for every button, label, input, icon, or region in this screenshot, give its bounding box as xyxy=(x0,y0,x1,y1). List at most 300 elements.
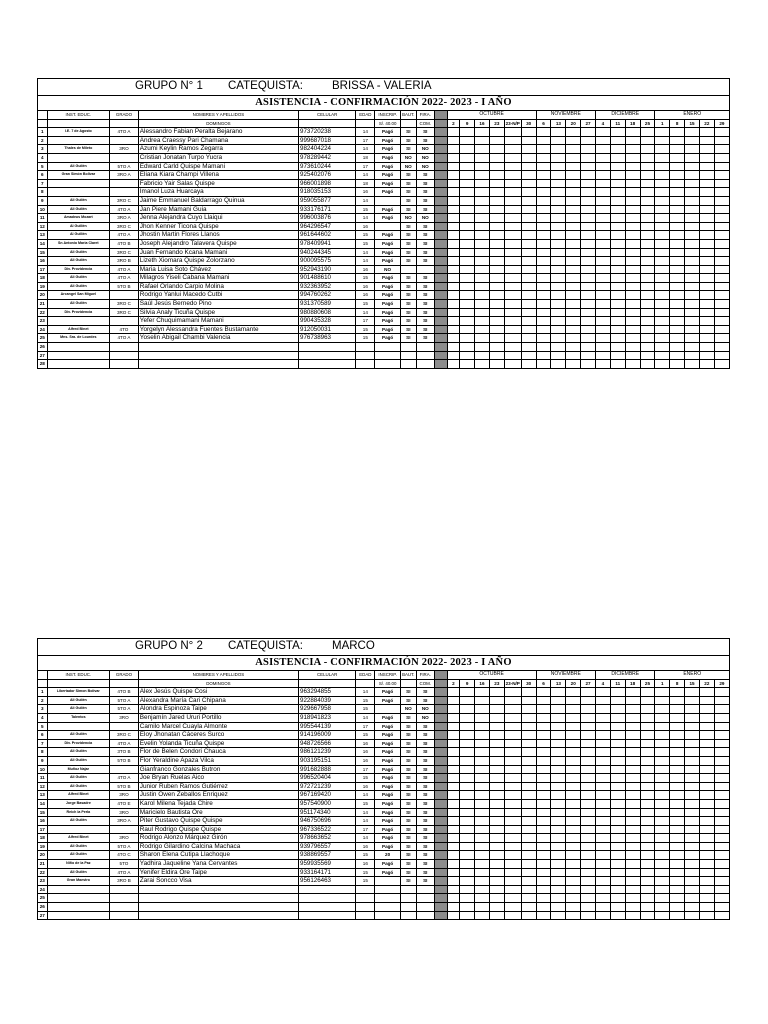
attendance-cell[interactable] xyxy=(521,334,536,343)
attendance-cell[interactable] xyxy=(460,817,475,826)
attendance-cell[interactable] xyxy=(489,842,504,851)
attendance-cell[interactable] xyxy=(551,179,566,188)
attendance-cell[interactable] xyxy=(521,713,536,722)
attendance-cell[interactable] xyxy=(596,696,611,705)
attendance-cell[interactable] xyxy=(504,877,521,886)
attendance-cell[interactable] xyxy=(551,128,566,137)
attendance-cell[interactable] xyxy=(699,136,714,145)
attendance-cell[interactable] xyxy=(521,791,536,800)
attendance-cell[interactable] xyxy=(447,188,460,197)
attendance-cell[interactable] xyxy=(566,851,581,860)
attendance-cell[interactable] xyxy=(566,713,581,722)
attendance-cell[interactable] xyxy=(566,239,581,248)
attendance-cell[interactable] xyxy=(489,214,504,223)
attendance-cell[interactable] xyxy=(447,274,460,283)
attendance-cell[interactable] xyxy=(685,782,700,791)
attendance-cell[interactable] xyxy=(581,731,596,740)
attendance-cell[interactable] xyxy=(610,765,625,774)
attendance-cell[interactable] xyxy=(521,162,536,171)
attendance-cell[interactable] xyxy=(475,128,490,137)
attendance-cell[interactable] xyxy=(536,868,551,877)
attendance-cell[interactable] xyxy=(640,765,655,774)
attendance-cell[interactable] xyxy=(625,265,640,274)
attendance-cell[interactable] xyxy=(625,885,640,894)
attendance-cell[interactable] xyxy=(475,868,490,877)
attendance-cell[interactable] xyxy=(596,300,611,309)
attendance-cell[interactable] xyxy=(551,282,566,291)
attendance-cell[interactable] xyxy=(475,765,490,774)
attendance-cell[interactable] xyxy=(521,214,536,223)
attendance-cell[interactable] xyxy=(566,765,581,774)
attendance-cell[interactable] xyxy=(625,868,640,877)
attendance-cell[interactable] xyxy=(640,705,655,714)
attendance-cell[interactable] xyxy=(655,885,670,894)
attendance-cell[interactable] xyxy=(460,868,475,877)
attendance-cell[interactable] xyxy=(536,171,551,180)
attendance-cell[interactable] xyxy=(536,291,551,300)
attendance-cell[interactable] xyxy=(566,705,581,714)
attendance-cell[interactable] xyxy=(475,308,490,317)
attendance-cell[interactable] xyxy=(596,128,611,137)
attendance-cell[interactable] xyxy=(521,360,536,369)
attendance-cell[interactable] xyxy=(610,903,625,912)
attendance-cell[interactable] xyxy=(504,214,521,223)
attendance-cell[interactable] xyxy=(551,868,566,877)
attendance-cell[interactable] xyxy=(596,851,611,860)
attendance-cell[interactable] xyxy=(640,713,655,722)
attendance-cell[interactable] xyxy=(610,774,625,783)
attendance-cell[interactable] xyxy=(489,894,504,903)
attendance-cell[interactable] xyxy=(685,834,700,843)
attendance-cell[interactable] xyxy=(447,842,460,851)
attendance-cell[interactable] xyxy=(685,731,700,740)
attendance-cell[interactable] xyxy=(714,248,729,257)
attendance-cell[interactable] xyxy=(489,799,504,808)
attendance-cell[interactable] xyxy=(640,774,655,783)
attendance-cell[interactable] xyxy=(489,722,504,731)
attendance-cell[interactable] xyxy=(670,196,685,205)
attendance-cell[interactable] xyxy=(475,205,490,214)
attendance-cell[interactable] xyxy=(714,308,729,317)
attendance-cell[interactable] xyxy=(447,239,460,248)
attendance-cell[interactable] xyxy=(489,834,504,843)
attendance-cell[interactable] xyxy=(670,231,685,240)
attendance-cell[interactable] xyxy=(610,885,625,894)
attendance-cell[interactable] xyxy=(699,239,714,248)
attendance-cell[interactable] xyxy=(447,885,460,894)
attendance-cell[interactable] xyxy=(566,214,581,223)
attendance-cell[interactable] xyxy=(685,688,700,697)
attendance-cell[interactable] xyxy=(566,688,581,697)
attendance-cell[interactable] xyxy=(447,713,460,722)
attendance-cell[interactable] xyxy=(714,722,729,731)
attendance-cell[interactable] xyxy=(670,748,685,757)
attendance-cell[interactable] xyxy=(475,774,490,783)
attendance-cell[interactable] xyxy=(640,903,655,912)
attendance-cell[interactable] xyxy=(610,739,625,748)
attendance-cell[interactable] xyxy=(699,782,714,791)
attendance-cell[interactable] xyxy=(475,860,490,869)
attendance-cell[interactable] xyxy=(551,145,566,154)
attendance-cell[interactable] xyxy=(475,274,490,283)
attendance-cell[interactable] xyxy=(536,308,551,317)
attendance-cell[interactable] xyxy=(655,351,670,360)
attendance-cell[interactable] xyxy=(699,834,714,843)
attendance-cell[interactable] xyxy=(489,825,504,834)
attendance-cell[interactable] xyxy=(625,705,640,714)
attendance-cell[interactable] xyxy=(460,291,475,300)
attendance-cell[interactable] xyxy=(714,222,729,231)
attendance-cell[interactable] xyxy=(447,248,460,257)
attendance-cell[interactable] xyxy=(581,842,596,851)
attendance-cell[interactable] xyxy=(685,739,700,748)
attendance-cell[interactable] xyxy=(640,136,655,145)
attendance-cell[interactable] xyxy=(536,205,551,214)
attendance-cell[interactable] xyxy=(460,179,475,188)
attendance-cell[interactable] xyxy=(521,153,536,162)
attendance-cell[interactable] xyxy=(460,274,475,283)
attendance-cell[interactable] xyxy=(699,171,714,180)
attendance-cell[interactable] xyxy=(460,128,475,137)
attendance-cell[interactable] xyxy=(460,196,475,205)
attendance-cell[interactable] xyxy=(460,851,475,860)
attendance-cell[interactable] xyxy=(447,231,460,240)
attendance-cell[interactable] xyxy=(699,722,714,731)
attendance-cell[interactable] xyxy=(685,291,700,300)
attendance-cell[interactable] xyxy=(625,911,640,920)
attendance-cell[interactable] xyxy=(566,885,581,894)
attendance-cell[interactable] xyxy=(566,317,581,326)
attendance-cell[interactable] xyxy=(714,239,729,248)
attendance-cell[interactable] xyxy=(521,317,536,326)
attendance-cell[interactable] xyxy=(714,817,729,826)
attendance-cell[interactable] xyxy=(640,248,655,257)
attendance-cell[interactable] xyxy=(551,688,566,697)
attendance-cell[interactable] xyxy=(521,731,536,740)
attendance-cell[interactable] xyxy=(596,911,611,920)
attendance-cell[interactable] xyxy=(504,145,521,154)
attendance-cell[interactable] xyxy=(699,317,714,326)
attendance-cell[interactable] xyxy=(521,894,536,903)
attendance-cell[interactable] xyxy=(655,834,670,843)
attendance-cell[interactable] xyxy=(610,860,625,869)
attendance-cell[interactable] xyxy=(447,145,460,154)
attendance-cell[interactable] xyxy=(625,842,640,851)
attendance-cell[interactable] xyxy=(640,308,655,317)
attendance-cell[interactable] xyxy=(489,868,504,877)
attendance-cell[interactable] xyxy=(596,196,611,205)
attendance-cell[interactable] xyxy=(521,274,536,283)
attendance-cell[interactable] xyxy=(581,713,596,722)
attendance-cell[interactable] xyxy=(714,205,729,214)
attendance-cell[interactable] xyxy=(460,317,475,326)
attendance-cell[interactable] xyxy=(475,171,490,180)
attendance-cell[interactable] xyxy=(625,817,640,826)
attendance-cell[interactable] xyxy=(640,325,655,334)
attendance-cell[interactable] xyxy=(625,334,640,343)
attendance-cell[interactable] xyxy=(581,265,596,274)
attendance-cell[interactable] xyxy=(551,291,566,300)
attendance-cell[interactable] xyxy=(685,257,700,266)
attendance-cell[interactable] xyxy=(447,282,460,291)
attendance-cell[interactable] xyxy=(504,688,521,697)
attendance-cell[interactable] xyxy=(699,257,714,266)
attendance-cell[interactable] xyxy=(460,739,475,748)
attendance-cell[interactable] xyxy=(551,756,566,765)
attendance-cell[interactable] xyxy=(714,791,729,800)
attendance-cell[interactable] xyxy=(699,911,714,920)
attendance-cell[interactable] xyxy=(521,688,536,697)
attendance-cell[interactable] xyxy=(551,877,566,886)
attendance-cell[interactable] xyxy=(655,239,670,248)
attendance-cell[interactable] xyxy=(685,179,700,188)
attendance-cell[interactable] xyxy=(521,325,536,334)
attendance-cell[interactable] xyxy=(714,188,729,197)
attendance-cell[interactable] xyxy=(460,877,475,886)
attendance-cell[interactable] xyxy=(475,239,490,248)
attendance-cell[interactable] xyxy=(551,196,566,205)
attendance-cell[interactable] xyxy=(610,817,625,826)
attendance-cell[interactable] xyxy=(640,739,655,748)
attendance-cell[interactable] xyxy=(551,136,566,145)
attendance-cell[interactable] xyxy=(685,791,700,800)
attendance-cell[interactable] xyxy=(685,308,700,317)
attendance-cell[interactable] xyxy=(699,153,714,162)
attendance-cell[interactable] xyxy=(521,774,536,783)
attendance-cell[interactable] xyxy=(566,257,581,266)
attendance-cell[interactable] xyxy=(460,688,475,697)
attendance-cell[interactable] xyxy=(581,894,596,903)
attendance-cell[interactable] xyxy=(596,239,611,248)
attendance-cell[interactable] xyxy=(460,343,475,352)
attendance-cell[interactable] xyxy=(596,291,611,300)
attendance-cell[interactable] xyxy=(670,911,685,920)
attendance-cell[interactable] xyxy=(610,300,625,309)
attendance-cell[interactable] xyxy=(489,317,504,326)
attendance-cell[interactable] xyxy=(685,705,700,714)
attendance-cell[interactable] xyxy=(475,842,490,851)
attendance-cell[interactable] xyxy=(521,808,536,817)
attendance-cell[interactable] xyxy=(596,248,611,257)
attendance-cell[interactable] xyxy=(670,171,685,180)
attendance-cell[interactable] xyxy=(581,825,596,834)
attendance-cell[interactable] xyxy=(596,731,611,740)
attendance-cell[interactable] xyxy=(596,774,611,783)
attendance-cell[interactable] xyxy=(670,205,685,214)
attendance-cell[interactable] xyxy=(566,188,581,197)
attendance-cell[interactable] xyxy=(504,248,521,257)
attendance-cell[interactable] xyxy=(596,748,611,757)
attendance-cell[interactable] xyxy=(475,325,490,334)
attendance-cell[interactable] xyxy=(521,196,536,205)
attendance-cell[interactable] xyxy=(566,868,581,877)
attendance-cell[interactable] xyxy=(610,188,625,197)
attendance-cell[interactable] xyxy=(610,722,625,731)
attendance-cell[interactable] xyxy=(670,325,685,334)
attendance-cell[interactable] xyxy=(489,851,504,860)
attendance-cell[interactable] xyxy=(596,188,611,197)
attendance-cell[interactable] xyxy=(714,903,729,912)
attendance-cell[interactable] xyxy=(655,748,670,757)
attendance-cell[interactable] xyxy=(685,842,700,851)
attendance-cell[interactable] xyxy=(581,860,596,869)
attendance-cell[interactable] xyxy=(714,171,729,180)
attendance-cell[interactable] xyxy=(655,179,670,188)
attendance-cell[interactable] xyxy=(504,325,521,334)
attendance-cell[interactable] xyxy=(460,791,475,800)
attendance-cell[interactable] xyxy=(551,817,566,826)
attendance-cell[interactable] xyxy=(489,222,504,231)
attendance-cell[interactable] xyxy=(625,722,640,731)
attendance-cell[interactable] xyxy=(460,885,475,894)
attendance-cell[interactable] xyxy=(670,705,685,714)
attendance-cell[interactable] xyxy=(475,136,490,145)
attendance-cell[interactable] xyxy=(504,153,521,162)
attendance-cell[interactable] xyxy=(655,739,670,748)
attendance-cell[interactable] xyxy=(625,894,640,903)
attendance-cell[interactable] xyxy=(625,325,640,334)
attendance-cell[interactable] xyxy=(625,231,640,240)
attendance-cell[interactable] xyxy=(655,722,670,731)
attendance-cell[interactable] xyxy=(625,153,640,162)
attendance-cell[interactable] xyxy=(475,911,490,920)
attendance-cell[interactable] xyxy=(504,291,521,300)
attendance-cell[interactable] xyxy=(447,343,460,352)
attendance-cell[interactable] xyxy=(460,171,475,180)
attendance-cell[interactable] xyxy=(504,851,521,860)
attendance-cell[interactable] xyxy=(640,877,655,886)
attendance-cell[interactable] xyxy=(655,214,670,223)
attendance-cell[interactable] xyxy=(596,877,611,886)
attendance-cell[interactable] xyxy=(551,317,566,326)
attendance-cell[interactable] xyxy=(610,911,625,920)
attendance-cell[interactable] xyxy=(447,739,460,748)
attendance-cell[interactable] xyxy=(460,222,475,231)
attendance-cell[interactable] xyxy=(625,128,640,137)
attendance-cell[interactable] xyxy=(551,351,566,360)
attendance-cell[interactable] xyxy=(714,282,729,291)
attendance-cell[interactable] xyxy=(460,257,475,266)
attendance-cell[interactable] xyxy=(596,325,611,334)
attendance-cell[interactable] xyxy=(551,713,566,722)
attendance-cell[interactable] xyxy=(551,834,566,843)
attendance-cell[interactable] xyxy=(640,196,655,205)
attendance-cell[interactable] xyxy=(521,222,536,231)
attendance-cell[interactable] xyxy=(504,171,521,180)
attendance-cell[interactable] xyxy=(536,911,551,920)
attendance-cell[interactable] xyxy=(536,877,551,886)
attendance-cell[interactable] xyxy=(670,214,685,223)
attendance-cell[interactable] xyxy=(447,265,460,274)
attendance-cell[interactable] xyxy=(489,291,504,300)
attendance-cell[interactable] xyxy=(551,705,566,714)
attendance-cell[interactable] xyxy=(447,851,460,860)
attendance-cell[interactable] xyxy=(475,851,490,860)
attendance-cell[interactable] xyxy=(685,851,700,860)
attendance-cell[interactable] xyxy=(460,782,475,791)
attendance-cell[interactable] xyxy=(670,877,685,886)
attendance-cell[interactable] xyxy=(610,731,625,740)
attendance-cell[interactable] xyxy=(596,231,611,240)
attendance-cell[interactable] xyxy=(610,222,625,231)
attendance-cell[interactable] xyxy=(581,274,596,283)
attendance-cell[interactable] xyxy=(475,231,490,240)
attendance-cell[interactable] xyxy=(475,713,490,722)
attendance-cell[interactable] xyxy=(504,265,521,274)
attendance-cell[interactable] xyxy=(521,756,536,765)
attendance-cell[interactable] xyxy=(447,756,460,765)
attendance-cell[interactable] xyxy=(685,696,700,705)
attendance-cell[interactable] xyxy=(536,274,551,283)
attendance-cell[interactable] xyxy=(551,722,566,731)
attendance-cell[interactable] xyxy=(640,128,655,137)
attendance-cell[interactable] xyxy=(460,894,475,903)
attendance-cell[interactable] xyxy=(566,145,581,154)
attendance-cell[interactable] xyxy=(566,825,581,834)
attendance-cell[interactable] xyxy=(447,317,460,326)
attendance-cell[interactable] xyxy=(640,842,655,851)
attendance-cell[interactable] xyxy=(670,282,685,291)
attendance-cell[interactable] xyxy=(581,171,596,180)
attendance-cell[interactable] xyxy=(670,731,685,740)
attendance-cell[interactable] xyxy=(447,162,460,171)
attendance-cell[interactable] xyxy=(460,825,475,834)
attendance-cell[interactable] xyxy=(504,774,521,783)
attendance-cell[interactable] xyxy=(625,825,640,834)
attendance-cell[interactable] xyxy=(489,877,504,886)
attendance-cell[interactable] xyxy=(475,756,490,765)
attendance-cell[interactable] xyxy=(596,257,611,266)
attendance-cell[interactable] xyxy=(581,911,596,920)
attendance-cell[interactable] xyxy=(551,360,566,369)
attendance-cell[interactable] xyxy=(714,842,729,851)
attendance-cell[interactable] xyxy=(536,153,551,162)
attendance-cell[interactable] xyxy=(714,774,729,783)
attendance-cell[interactable] xyxy=(475,196,490,205)
attendance-cell[interactable] xyxy=(640,748,655,757)
attendance-cell[interactable] xyxy=(475,731,490,740)
attendance-cell[interactable] xyxy=(566,860,581,869)
attendance-cell[interactable] xyxy=(460,808,475,817)
attendance-cell[interactable] xyxy=(566,842,581,851)
attendance-cell[interactable] xyxy=(447,774,460,783)
attendance-cell[interactable] xyxy=(536,756,551,765)
attendance-cell[interactable] xyxy=(640,868,655,877)
attendance-cell[interactable] xyxy=(610,756,625,765)
attendance-cell[interactable] xyxy=(489,325,504,334)
attendance-cell[interactable] xyxy=(536,834,551,843)
attendance-cell[interactable] xyxy=(581,257,596,266)
attendance-cell[interactable] xyxy=(581,834,596,843)
attendance-cell[interactable] xyxy=(536,894,551,903)
attendance-cell[interactable] xyxy=(581,291,596,300)
attendance-cell[interactable] xyxy=(504,808,521,817)
attendance-cell[interactable] xyxy=(581,248,596,257)
attendance-cell[interactable] xyxy=(489,808,504,817)
attendance-cell[interactable] xyxy=(536,239,551,248)
attendance-cell[interactable] xyxy=(625,765,640,774)
attendance-cell[interactable] xyxy=(447,834,460,843)
attendance-cell[interactable] xyxy=(521,782,536,791)
attendance-cell[interactable] xyxy=(640,851,655,860)
attendance-cell[interactable] xyxy=(670,774,685,783)
attendance-cell[interactable] xyxy=(640,885,655,894)
attendance-cell[interactable] xyxy=(625,274,640,283)
attendance-cell[interactable] xyxy=(521,291,536,300)
attendance-cell[interactable] xyxy=(699,868,714,877)
attendance-cell[interactable] xyxy=(596,351,611,360)
attendance-cell[interactable] xyxy=(504,128,521,137)
